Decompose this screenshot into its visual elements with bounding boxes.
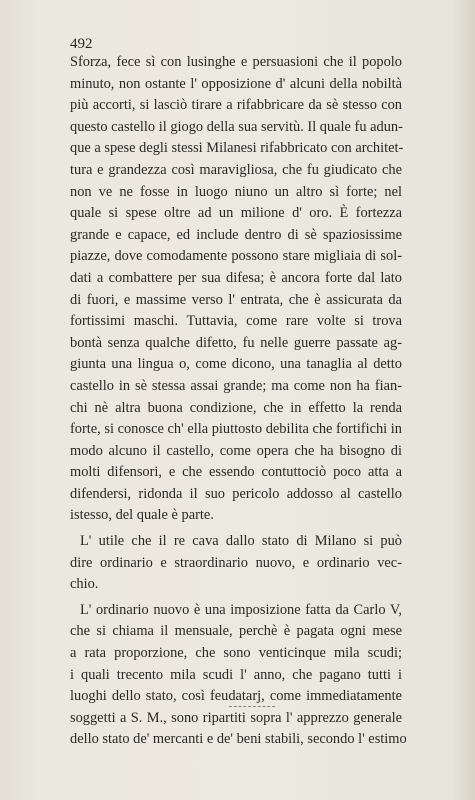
text-line: non ve ne fosse in luogo niuno un altro sì forte; nel [70, 183, 402, 200]
text-line: piazze, dove comodamente possono stare migliaia di sol- [70, 248, 402, 265]
text-line: L' utile che il re cava dallo stato di Milano si può [80, 533, 402, 550]
text-line: difendersi, ridonda il suo pericolo addosso al castello [70, 485, 402, 502]
text-line: tura e grandezza così maravigliosa, che fu giudicato che [70, 161, 402, 178]
text-line: que a spese degli stessi Milanesi rifabbricato con architet- [70, 140, 404, 157]
text-line: L' ordinario nuovo è una imposizione fatta da Carlo V, [80, 601, 402, 618]
text-line: bontà senza qualche difetto, fu nelle guerre passate ag- [70, 334, 402, 351]
text-line: forte, si conosce ch' ella piuttosto debilita che fortifichi in [70, 421, 402, 438]
text-line: modo alcuno il castello, come opera che ha bisogno di [70, 442, 402, 459]
text-line: castello in sè stessa assai grande; ma come non ha fian- [70, 377, 402, 394]
text-line: di fuori, e massime verso l' entrata, che è assicurata da [70, 291, 402, 308]
text-line: giunta una lingua o, come dicono, una tanaglia al detto [70, 356, 402, 373]
text-line: chio. [70, 576, 99, 593]
text-line: questo castello il giogo della sua servitù. Il quale fu adun- [70, 118, 403, 135]
text-line: chi nè altra buona condizione, che in effetto la renda [70, 399, 402, 416]
page-number: 492 [70, 36, 93, 52]
paragraph [70, 600, 407, 751]
text-line: a rata proporzione, che sono venticinque mila scudi; [70, 645, 402, 662]
text-line: quale si spese oltre ad un milione d' oro. È fortezza [70, 205, 402, 222]
text-line: dello stato de' mercanti e de' beni stabili, secondo l' estimo [70, 731, 407, 748]
text-line: dire ordinario e straordinario nuovo, e ordinario vec- [70, 554, 402, 571]
text-line: molti difensori, e che essendo contuttociò poco atta a [70, 464, 402, 481]
text-line: dati a combattere per sua difesa; è ancora forte dal lato [70, 269, 402, 286]
text-line: Sforza, fece sì con lusinghe e persuasioni che il popolo [70, 54, 402, 70]
page-text [70, 52, 407, 751]
text-line: che si chiama il mensuale, perchè è pagata ogni mese [70, 623, 402, 640]
paragraph [70, 531, 402, 596]
text-line: fortissimi maschi. Tuttavia, come rare volte si trova [70, 313, 402, 330]
footer-divider [229, 706, 275, 707]
text-line: luoghi dello stato, così feudatarj, come immediatamente [70, 688, 402, 705]
paragraph [70, 52, 402, 527]
text-line: minuto, non ostante l' opposizione d' alcuni della nobiltà [70, 75, 402, 92]
text-line: più accorti, si lasciò tirare a rifabbricare da sè stesso con [70, 97, 402, 114]
text-line: grande e capace, ed include dentro di sè spaziosissime [70, 226, 402, 243]
text-line: i quali trecento mila scudi l' anno, che pagano tutti i [70, 666, 402, 683]
text-line: istesso, del quale è parte. [70, 507, 214, 524]
text-line: soggetti a S. M., sono ripartiti sopra l' apprezzo generale [70, 709, 402, 726]
